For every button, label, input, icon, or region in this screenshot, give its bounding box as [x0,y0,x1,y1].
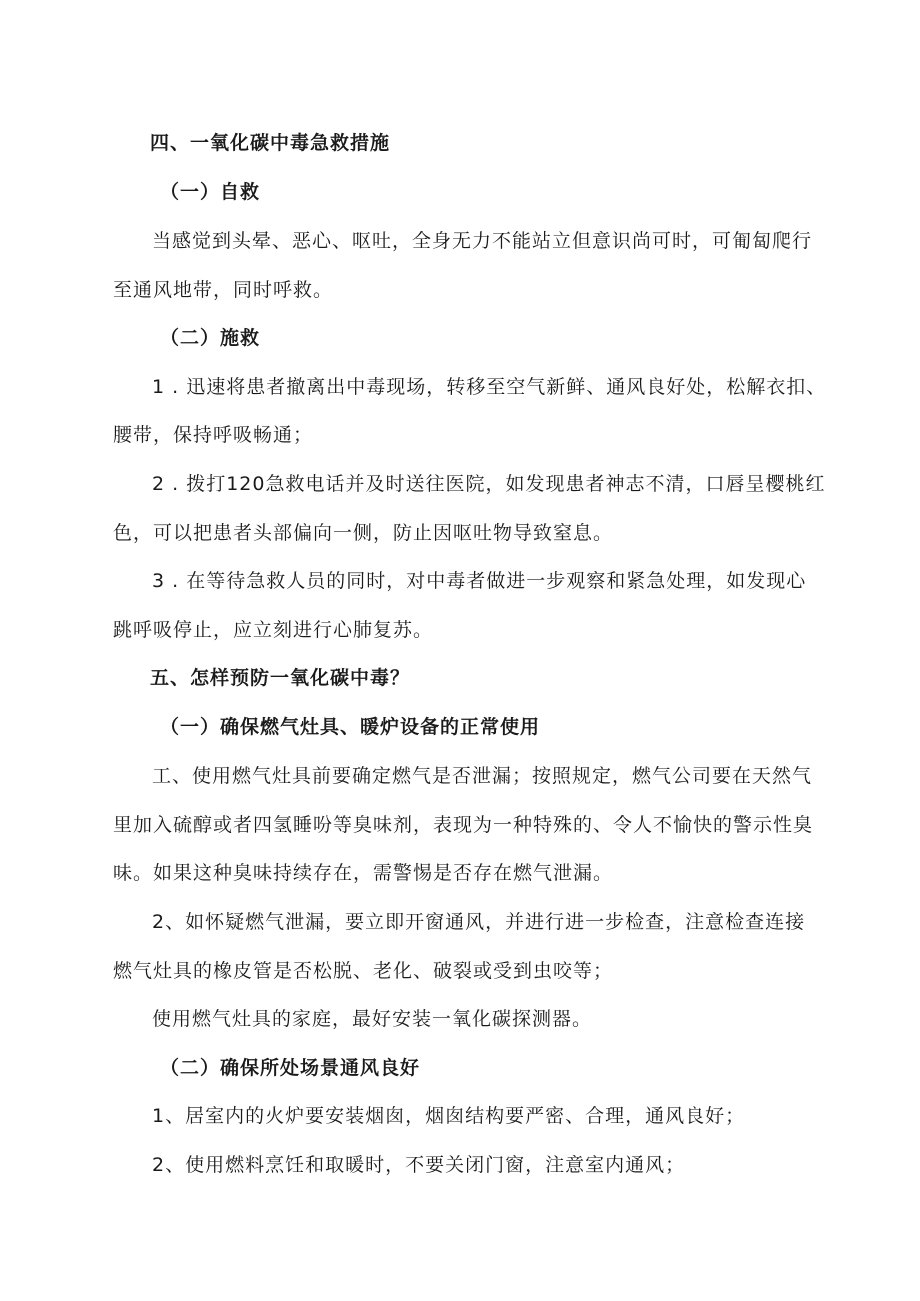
paragraph-line: 使用燃气灶具的家庭，最好安装一氧化碳探测器。 [152,1008,593,1030]
section-5-sub-2-heading: （二）确保所处场景通风良好 [160,1057,421,1079]
list-item-line: 1、居室内的火炉要安装烟囱，烟囱结构要严密、合理，通风良好； [152,1105,746,1127]
paragraph-line: 至通风地带，同时呼救。 [113,279,334,301]
list-item-line: 里加入硫醇或者四氢睡吩等臭味剂，表现为一种特殊的、令人不愉快的警示性臭 [113,814,814,836]
list-item-line: 燃气灶具的橡皮管是否松脱、老化、破裂或受到虫咬等； [113,960,614,982]
list-item-line: 2 . 拨打120急救电话并及时送往医院，如发现患者神志不清，口唇呈樱桃红 [152,473,826,495]
list-item-line: 味。如果这种臭味持续存在，需警惕是否存在燃气泄漏。 [113,862,614,884]
list-item-line: 2、如怀疑燃气泄漏，要立即开窗通风，并进行进一步检查，注意检查连接 [152,911,806,933]
section-5-heading: 五、怎样预防一氧化碳中毒？ [150,667,411,689]
section-5-sub-1-heading: （一）确保燃气灶具、暖炉设备的正常使用 [160,716,541,738]
section-4-heading: 四、一氧化碳中毒急救措施 [150,132,391,154]
list-item-line: 工、使用燃气灶具前要确定燃气是否泄漏；按照规定，燃气公司要在天然气 [152,765,813,787]
section-4-sub-1-heading: （一）自救 [160,181,261,203]
list-item-line: 跳呼吸停止，应立刻进行心肺复苏。 [113,619,434,641]
paragraph-line: 当感觉到头晕、恶心、呕吐，全身无力不能站立但意识尚可时，可匍匐爬行 [152,230,813,252]
list-item-line: 3 . 在等待急救人员的同时，对中毒者做进一步观察和紧急处理，如发现心 [152,570,807,592]
list-item-line: 1 . 迅速将患者撤离出中毒现场，转移至空气新鲜、通风良好处，松解衣扣、 [152,376,827,398]
list-item-line: 色，可以把患者头部偏向一侧，防止因呕吐物导致窒息。 [113,522,614,544]
list-item-line: 2、使用燃料烹饪和取暖时，不要关闭门窗，注意室内通风； [152,1154,686,1176]
list-item-line: 腰带，保持呼吸畅通； [113,424,314,446]
section-4-sub-2-heading: （二）施救 [160,327,261,349]
